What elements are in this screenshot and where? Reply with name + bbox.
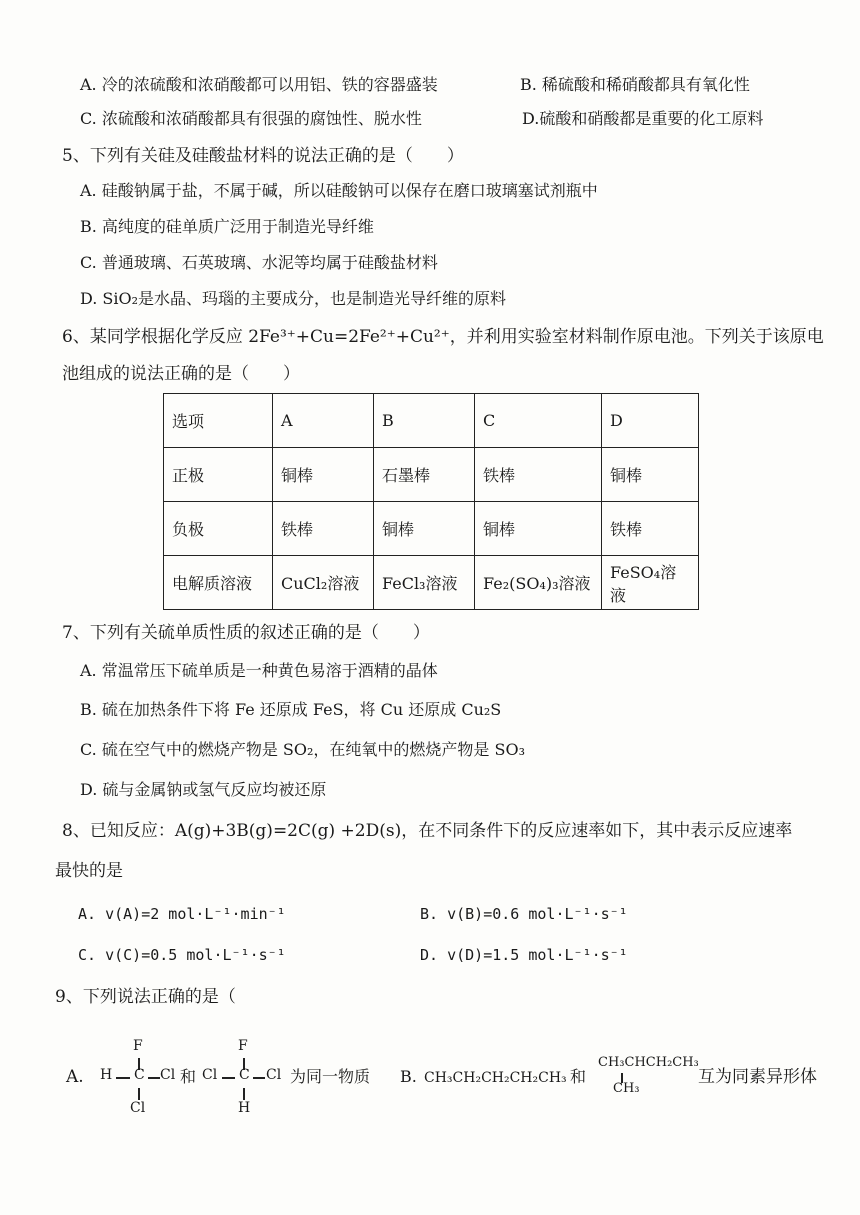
q5-stem: 5、下列有关硅及硅酸盐材料的说法正确的是（ ） (62, 146, 464, 166)
q8-option-c: C. v(C)=0.5 mol·L⁻¹·s⁻¹ (78, 946, 286, 964)
table-cell: FeSO₄溶液 (602, 556, 699, 610)
atom-center: C (239, 1067, 250, 1083)
q9-option-a-tail: 为同一物质 (290, 1067, 371, 1086)
table-cell: Fe₂(SO₄)₃溶液 (475, 556, 602, 610)
atom-center: C (134, 1067, 145, 1083)
table-cell: 铜棒 (475, 502, 602, 556)
q5-option-d: D. SiO₂是水晶、玛瑙的主要成分，也是制造光导纤维的原料 (80, 289, 507, 308)
atom-top: F (238, 1038, 248, 1054)
q8-option-b: B. v(B)=0.6 mol·L⁻¹·s⁻¹ (420, 905, 628, 923)
q9-option-b-label: B. (400, 1067, 417, 1086)
q7-stem: 7、下列有关硫单质性质的叙述正确的是（ ） (62, 623, 430, 643)
table-row (164, 394, 699, 448)
q5-option-c: C. 普通玻璃、石英玻璃、水泥等均属于硅酸盐材料 (80, 253, 438, 272)
q6-options-table (163, 393, 699, 610)
table-row (164, 448, 699, 502)
molecule-1-structure (98, 1038, 178, 1118)
q9-option-b-tail: 互为同素异形体 (698, 1067, 817, 1087)
table-cell: 铜棒 (602, 448, 699, 502)
atom-top: F (133, 1038, 143, 1054)
table-cell: 铁棒 (602, 502, 699, 556)
branched-alkane-structure (598, 1055, 698, 1105)
table-cell: 电解质溶液 (164, 556, 273, 610)
atom-right: Cl (160, 1067, 176, 1083)
table-cell: 负极 (164, 502, 273, 556)
table-cell: 选项 (164, 394, 273, 448)
q8-option-a: A. v(A)=2 mol·L⁻¹·min⁻¹ (78, 905, 286, 923)
atom-left: Cl (202, 1067, 218, 1083)
atom-bottom: Cl (130, 1100, 146, 1116)
atom-right: Cl (266, 1067, 282, 1083)
table-cell: C (475, 394, 602, 448)
q4-option-c: C. 浓硫酸和浓硝酸都具有很强的腐蚀性、脱水性 (80, 109, 422, 128)
table-row (164, 556, 699, 610)
table-cell: A (273, 394, 374, 448)
table-cell: 正极 (164, 448, 273, 502)
atom-bottom: H (238, 1100, 251, 1116)
q9-and-2: 和 (570, 1067, 587, 1086)
q6-stem-line2: 池组成的说法正确的是（ ） (62, 364, 300, 384)
q8-stem-line1: 8、已知反应：A(g)+3B(g)=2C(g) +2D(s)，在不同条件下的反应速率如下，其中表示反应速率 (62, 821, 793, 841)
atom-left: H (100, 1067, 113, 1083)
q7-option-c: C. 硫在空气中的燃烧产物是 SO₂，在纯氧中的燃烧产物是 SO₃ (80, 740, 526, 759)
q4-option-d: D.硫酸和硝酸都是重要的化工原料 (522, 109, 764, 128)
q7-option-b: B. 硫在加热条件下将 Fe 还原成 FeS，将 Cu 还原成 Cu₂S (80, 700, 502, 719)
table-cell: B (374, 394, 475, 448)
table-cell: 石墨棒 (374, 448, 475, 502)
q5-option-a: A. 硅酸钠属于盐，不属于碱，所以硅酸钠可以保存在磨口玻璃塞试剂瓶中 (80, 181, 598, 200)
table-cell: D (602, 394, 699, 448)
q9-option-a-label: A. (66, 1067, 84, 1087)
q7-option-a: A. 常温常压下硫单质是一种黄色易溶于酒精的晶体 (80, 661, 438, 680)
q9-and-1: 和 (180, 1067, 197, 1086)
molecule-2-structure (202, 1038, 292, 1118)
table-cell: 铜棒 (273, 448, 374, 502)
q6-stem-line1: 6、某同学根据化学反应 2Fe³⁺+Cu=2Fe²⁺+Cu²⁺，并利用实验室材料制作原电池。下列关于该原电 (62, 327, 824, 347)
table-cell: CuCl₂溶液 (273, 556, 374, 610)
q4-option-a: A. 冷的浓硫酸和浓硝酸都可以用铝、铁的容器盛装 (80, 75, 438, 94)
q4-option-b: B. 稀硫酸和稀硝酸都具有氧化性 (520, 75, 750, 94)
table-cell: 铜棒 (374, 502, 475, 556)
q9-option-b-formula: CH₃CH₂CH₂CH₂CH₃ (424, 1070, 567, 1086)
q8-option-d: D. v(D)=1.5 mol·L⁻¹·s⁻¹ (420, 946, 628, 964)
q5-option-b: B. 高纯度的硅单质广泛用于制造光导纤维 (80, 217, 374, 236)
q8-stem-line2: 最快的是 (55, 861, 123, 881)
branched-main-chain: CH₃CHCH₂CH₃ (598, 1055, 699, 1070)
branched-methyl: CH₃ (613, 1081, 640, 1096)
table-cell: 铁棒 (273, 502, 374, 556)
q9-stem: 9、下列说法正确的是（ (55, 987, 236, 1007)
table-cell: 铁棒 (475, 448, 602, 502)
table-cell: FeCl₃溶液 (374, 556, 475, 610)
q7-option-d: D. 硫与金属钠或氢气反应均被还原 (80, 780, 327, 799)
table-row (164, 502, 699, 556)
